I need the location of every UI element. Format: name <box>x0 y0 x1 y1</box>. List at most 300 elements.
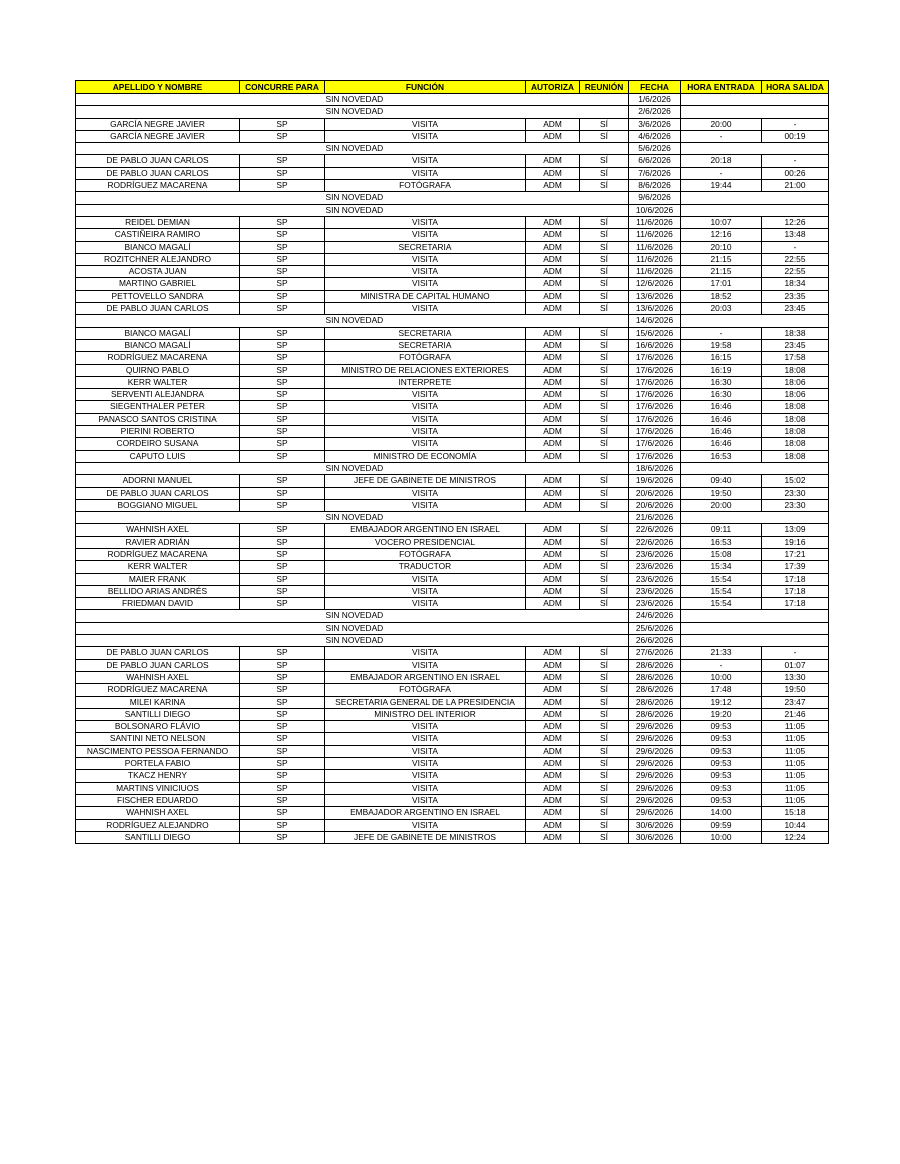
fecha-cell: 17/6/2026 <box>629 426 681 438</box>
hora-entrada-cell: 16:46 <box>681 438 762 450</box>
col-header-hora-salida: HORA SALIDA <box>762 81 829 94</box>
hora-entrada-cell: 15:08 <box>681 548 762 560</box>
hora-salida-cell: 00:26 <box>762 167 829 179</box>
reunion-cell: SÍ <box>580 758 629 770</box>
funcion-cell: VISITA <box>325 389 526 401</box>
blank-cell <box>76 106 325 118</box>
autoriza-cell: ADM <box>526 216 580 228</box>
autoriza-cell: ADM <box>526 721 580 733</box>
funcion-cell: VISITA <box>325 733 526 745</box>
autoriza-cell: ADM <box>526 487 580 499</box>
hora-salida-cell: 18:08 <box>762 401 829 413</box>
reunion-cell: SÍ <box>580 684 629 696</box>
concurre-cell: SP <box>240 155 325 167</box>
name-cell: WAHNISH AXEL <box>76 671 240 683</box>
hora-salida-cell: 10:44 <box>762 819 829 831</box>
autoriza-cell: ADM <box>526 278 580 290</box>
autoriza-cell: ADM <box>526 659 580 671</box>
reunion-cell: SÍ <box>580 770 629 782</box>
novedad-cell: SIN NOVEDAD <box>325 143 629 155</box>
visitor-log-sheet <box>75 80 829 844</box>
fecha-cell: 17/6/2026 <box>629 389 681 401</box>
funcion-cell: JEFE DE GABINETE DE MINISTROS <box>325 475 526 487</box>
table-row <box>76 241 829 253</box>
autoriza-cell: ADM <box>526 548 580 560</box>
name-cell: REIDEL DEMIAN <box>76 216 240 228</box>
hora-entrada-cell: - <box>681 659 762 671</box>
concurre-cell: SP <box>240 524 325 536</box>
table-row <box>76 819 829 831</box>
hora-entrada-cell: 09:53 <box>681 770 762 782</box>
hora-salida-cell: 18:06 <box>762 376 829 388</box>
autoriza-cell: ADM <box>526 671 580 683</box>
funcion-cell: VISITA <box>325 745 526 757</box>
hora-entrada-cell: 09:53 <box>681 745 762 757</box>
funcion-cell: EMBAJADOR ARGENTINO EN ISRAEL <box>325 807 526 819</box>
reunion-cell: SÍ <box>580 118 629 130</box>
fecha-cell: 29/6/2026 <box>629 794 681 806</box>
name-cell: GARCÍA NEGRE JAVIER <box>76 118 240 130</box>
novedad-cell: SIN NOVEDAD <box>325 192 629 204</box>
name-cell: MARTINS VINICIUOS <box>76 782 240 794</box>
name-cell: RODRÍGUEZ MACARENA <box>76 352 240 364</box>
funcion-cell: VISITA <box>325 266 526 278</box>
reunion-cell: SÍ <box>580 598 629 610</box>
table-row <box>76 696 829 708</box>
funcion-cell: MINISTRO DE RELACIONES EXTERIORES <box>325 364 526 376</box>
funcion-cell: VISITA <box>325 794 526 806</box>
table-row <box>76 401 829 413</box>
hora-salida-cell: 19:16 <box>762 536 829 548</box>
concurre-cell: SP <box>240 585 325 597</box>
hora-entrada-cell: 09:40 <box>681 475 762 487</box>
name-cell: CAPUTO LUIS <box>76 450 240 462</box>
hora-entrada-cell: 10:00 <box>681 671 762 683</box>
hora-salida-cell: 12:24 <box>762 831 829 843</box>
hora-entrada-cell: 19:20 <box>681 708 762 720</box>
reunion-cell: SÍ <box>580 733 629 745</box>
hora-entrada-cell: - <box>681 130 762 142</box>
autoriza-cell: ADM <box>526 389 580 401</box>
blank-cell <box>681 143 829 155</box>
hora-entrada-cell: 19:50 <box>681 487 762 499</box>
funcion-cell: VISITA <box>325 229 526 241</box>
autoriza-cell: ADM <box>526 696 580 708</box>
reunion-cell: SÍ <box>580 573 629 585</box>
fecha-cell: 23/6/2026 <box>629 573 681 585</box>
name-cell: DE PABLO JUAN CARLOS <box>76 167 240 179</box>
hora-entrada-cell: - <box>681 167 762 179</box>
novedad-cell: SIN NOVEDAD <box>325 622 629 634</box>
name-cell: PORTELA FABIO <box>76 758 240 770</box>
blank-cell <box>681 622 829 634</box>
table-row <box>76 659 829 671</box>
autoriza-cell: ADM <box>526 499 580 511</box>
novedad-cell: SIN NOVEDAD <box>325 315 629 327</box>
funcion-cell: FOTÓGRAFA <box>325 684 526 696</box>
hora-salida-cell: - <box>762 118 829 130</box>
funcion-cell: VISITA <box>325 130 526 142</box>
hora-salida-cell: 17:58 <box>762 352 829 364</box>
name-cell: QUIRNO PABLO <box>76 364 240 376</box>
table-row <box>76 499 829 511</box>
hora-entrada-cell: 15:54 <box>681 585 762 597</box>
hora-salida-cell: 11:05 <box>762 782 829 794</box>
blank-cell <box>76 315 325 327</box>
concurre-cell: SP <box>240 352 325 364</box>
col-header-funcion: FUNCIÓN <box>325 81 526 94</box>
funcion-cell: VISITA <box>325 216 526 228</box>
name-cell: PETTOVELLO SANDRA <box>76 290 240 302</box>
concurre-cell: SP <box>240 216 325 228</box>
autoriza-cell: ADM <box>526 180 580 192</box>
reunion-cell: SÍ <box>580 376 629 388</box>
reunion-cell: SÍ <box>580 229 629 241</box>
reunion-cell: SÍ <box>580 536 629 548</box>
concurre-cell: SP <box>240 376 325 388</box>
table-row <box>76 167 829 179</box>
concurre-cell: SP <box>240 598 325 610</box>
table-row <box>76 216 829 228</box>
hora-entrada-cell: 09:53 <box>681 782 762 794</box>
fecha-cell: 24/6/2026 <box>629 610 681 622</box>
funcion-cell: VISITA <box>325 573 526 585</box>
sin-novedad-row <box>76 315 829 327</box>
reunion-cell: SÍ <box>580 130 629 142</box>
hora-salida-cell: 23:30 <box>762 499 829 511</box>
name-cell: FRIEDMAN DAVID <box>76 598 240 610</box>
autoriza-cell: ADM <box>526 118 580 130</box>
fecha-cell: 28/6/2026 <box>629 671 681 683</box>
table-row <box>76 708 829 720</box>
reunion-cell: SÍ <box>580 721 629 733</box>
hora-salida-cell: 15:18 <box>762 807 829 819</box>
col-header-autoriza: AUTORIZA <box>526 81 580 94</box>
funcion-cell: VISITA <box>325 499 526 511</box>
name-cell: SANTILLI DIEGO <box>76 708 240 720</box>
sin-novedad-row <box>76 610 829 622</box>
autoriza-cell: ADM <box>526 585 580 597</box>
hora-entrada-cell: 20:00 <box>681 499 762 511</box>
table-row <box>76 573 829 585</box>
autoriza-cell: ADM <box>526 376 580 388</box>
concurre-cell: SP <box>240 450 325 462</box>
fecha-cell: 21/6/2026 <box>629 512 681 524</box>
name-cell: BIANCO MAGALÍ <box>76 241 240 253</box>
reunion-cell: SÍ <box>580 253 629 265</box>
fecha-cell: 28/6/2026 <box>629 696 681 708</box>
reunion-cell: SÍ <box>580 364 629 376</box>
fecha-cell: 11/6/2026 <box>629 229 681 241</box>
table-row <box>76 745 829 757</box>
concurre-cell: SP <box>240 278 325 290</box>
hora-salida-cell: 18:34 <box>762 278 829 290</box>
hora-entrada-cell: 16:19 <box>681 364 762 376</box>
novedad-cell: SIN NOVEDAD <box>325 635 629 647</box>
hora-entrada-cell: 21:15 <box>681 266 762 278</box>
autoriza-cell: ADM <box>526 401 580 413</box>
blank-cell <box>681 192 829 204</box>
blank-cell <box>681 512 829 524</box>
autoriza-cell: ADM <box>526 647 580 659</box>
reunion-cell: SÍ <box>580 389 629 401</box>
col-header-fecha: FECHA <box>629 81 681 94</box>
funcion-cell: SECRETARIA <box>325 327 526 339</box>
fecha-cell: 4/6/2026 <box>629 130 681 142</box>
autoriza-cell: ADM <box>526 807 580 819</box>
hora-salida-cell: 21:46 <box>762 708 829 720</box>
novedad-cell: SIN NOVEDAD <box>325 106 629 118</box>
concurre-cell: SP <box>240 659 325 671</box>
hora-entrada-cell: 10:00 <box>681 831 762 843</box>
col-header-reunion: REUNIÓN <box>580 81 629 94</box>
hora-salida-cell: - <box>762 241 829 253</box>
autoriza-cell: ADM <box>526 266 580 278</box>
funcion-cell: VISITA <box>325 438 526 450</box>
reunion-cell: SÍ <box>580 266 629 278</box>
blank-cell <box>76 622 325 634</box>
concurre-cell: SP <box>240 548 325 560</box>
funcion-cell: VISITA <box>325 401 526 413</box>
fecha-cell: 10/6/2026 <box>629 204 681 216</box>
autoriza-cell: ADM <box>526 536 580 548</box>
reunion-cell: SÍ <box>580 339 629 351</box>
table-row <box>76 413 829 425</box>
novedad-cell: SIN NOVEDAD <box>325 512 629 524</box>
hora-salida-cell: 01:07 <box>762 659 829 671</box>
funcion-cell: VISITA <box>325 253 526 265</box>
autoriza-cell: ADM <box>526 831 580 843</box>
concurre-cell: SP <box>240 733 325 745</box>
fecha-cell: 17/6/2026 <box>629 450 681 462</box>
fecha-cell: 29/6/2026 <box>629 721 681 733</box>
table-row <box>76 561 829 573</box>
hora-salida-cell: 18:08 <box>762 438 829 450</box>
concurre-cell: SP <box>240 130 325 142</box>
concurre-cell: SP <box>240 438 325 450</box>
table-row <box>76 155 829 167</box>
table-row <box>76 831 829 843</box>
reunion-cell: SÍ <box>580 499 629 511</box>
concurre-cell: SP <box>240 770 325 782</box>
novedad-cell: SIN NOVEDAD <box>325 462 629 474</box>
name-cell: ADORNI MANUEL <box>76 475 240 487</box>
name-cell: SERVENTI ALEJANDRA <box>76 389 240 401</box>
name-cell: DE PABLO JUAN CARLOS <box>76 303 240 315</box>
autoriza-cell: ADM <box>526 745 580 757</box>
reunion-cell: SÍ <box>580 303 629 315</box>
table-row <box>76 364 829 376</box>
name-cell: CASTIÑEIRA RAMIRO <box>76 229 240 241</box>
concurre-cell: SP <box>240 819 325 831</box>
hora-entrada-cell: 15:54 <box>681 573 762 585</box>
hora-entrada-cell: 19:12 <box>681 696 762 708</box>
table-row <box>76 389 829 401</box>
hora-salida-cell: 19:50 <box>762 684 829 696</box>
table-row <box>76 303 829 315</box>
table-row <box>76 180 829 192</box>
fecha-cell: 3/6/2026 <box>629 118 681 130</box>
autoriza-cell: ADM <box>526 413 580 425</box>
funcion-cell: VISITA <box>325 155 526 167</box>
table-row <box>76 450 829 462</box>
table-row <box>76 585 829 597</box>
hora-salida-cell: 17:18 <box>762 573 829 585</box>
hora-salida-cell: 13:48 <box>762 229 829 241</box>
funcion-cell: VISITA <box>325 303 526 315</box>
name-cell: ACOSTA JUAN <box>76 266 240 278</box>
fecha-cell: 11/6/2026 <box>629 241 681 253</box>
reunion-cell: SÍ <box>580 671 629 683</box>
table-row <box>76 339 829 351</box>
hora-salida-cell: 17:18 <box>762 585 829 597</box>
hora-salida-cell: 23:45 <box>762 339 829 351</box>
fecha-cell: 29/6/2026 <box>629 770 681 782</box>
table-row <box>76 807 829 819</box>
reunion-cell: SÍ <box>580 548 629 560</box>
reunion-cell: SÍ <box>580 413 629 425</box>
fecha-cell: 30/6/2026 <box>629 831 681 843</box>
blank-cell <box>681 610 829 622</box>
hora-entrada-cell: 21:15 <box>681 253 762 265</box>
autoriza-cell: ADM <box>526 253 580 265</box>
blank-cell <box>76 610 325 622</box>
hora-salida-cell: 22:55 <box>762 253 829 265</box>
autoriza-cell: ADM <box>526 426 580 438</box>
hora-salida-cell: 11:05 <box>762 770 829 782</box>
table-row <box>76 536 829 548</box>
fecha-cell: 19/6/2026 <box>629 475 681 487</box>
name-cell: ROZITCHNER ALEJANDRO <box>76 253 240 265</box>
table-row <box>76 733 829 745</box>
hora-entrada-cell: 19:58 <box>681 339 762 351</box>
table-row <box>76 721 829 733</box>
hora-entrada-cell: 17:01 <box>681 278 762 290</box>
funcion-cell: VISITA <box>325 721 526 733</box>
blank-cell <box>76 462 325 474</box>
autoriza-cell: ADM <box>526 438 580 450</box>
autoriza-cell: ADM <box>526 524 580 536</box>
name-cell: BOGGIANO MIGUEL <box>76 499 240 511</box>
reunion-cell: SÍ <box>580 216 629 228</box>
table-header-row <box>76 81 829 94</box>
fecha-cell: 25/6/2026 <box>629 622 681 634</box>
autoriza-cell: ADM <box>526 561 580 573</box>
concurre-cell: SP <box>240 696 325 708</box>
name-cell: DE PABLO JUAN CARLOS <box>76 155 240 167</box>
table-row <box>76 598 829 610</box>
autoriza-cell: ADM <box>526 290 580 302</box>
table-row <box>76 438 829 450</box>
concurre-cell: SP <box>240 180 325 192</box>
hora-salida-cell: - <box>762 155 829 167</box>
fecha-cell: 23/6/2026 <box>629 598 681 610</box>
funcion-cell: VISITA <box>325 585 526 597</box>
table-row <box>76 487 829 499</box>
funcion-cell: VISITA <box>325 118 526 130</box>
hora-entrada-cell: 09:53 <box>681 733 762 745</box>
name-cell: WAHNISH AXEL <box>76 807 240 819</box>
concurre-cell: SP <box>240 684 325 696</box>
funcion-cell: VISITA <box>325 426 526 438</box>
reunion-cell: SÍ <box>580 352 629 364</box>
hora-salida-cell: 18:08 <box>762 413 829 425</box>
funcion-cell: SECRETARIA <box>325 241 526 253</box>
fecha-cell: 2/6/2026 <box>629 106 681 118</box>
name-cell: MILEI KARINA <box>76 696 240 708</box>
name-cell: RODRÍGUEZ MACARENA <box>76 684 240 696</box>
reunion-cell: SÍ <box>580 782 629 794</box>
autoriza-cell: ADM <box>526 450 580 462</box>
fecha-cell: 11/6/2026 <box>629 253 681 265</box>
hora-entrada-cell: 20:10 <box>681 241 762 253</box>
hora-salida-cell: 18:08 <box>762 450 829 462</box>
autoriza-cell: ADM <box>526 794 580 806</box>
hora-entrada-cell: 14:00 <box>681 807 762 819</box>
fecha-cell: 11/6/2026 <box>629 266 681 278</box>
fecha-cell: 13/6/2026 <box>629 303 681 315</box>
table-row <box>76 290 829 302</box>
table-row <box>76 524 829 536</box>
fecha-cell: 17/6/2026 <box>629 352 681 364</box>
hora-salida-cell: 17:21 <box>762 548 829 560</box>
table-row <box>76 327 829 339</box>
hora-salida-cell: 11:05 <box>762 745 829 757</box>
hora-entrada-cell: 16:53 <box>681 536 762 548</box>
hora-entrada-cell: 21:33 <box>681 647 762 659</box>
concurre-cell: SP <box>240 561 325 573</box>
funcion-cell: MINISTRO DE ECONOMÍA <box>325 450 526 462</box>
hora-salida-cell: 18:08 <box>762 426 829 438</box>
hora-entrada-cell: 15:34 <box>681 561 762 573</box>
concurre-cell: SP <box>240 253 325 265</box>
novedad-cell: SIN NOVEDAD <box>325 94 629 106</box>
novedad-cell: SIN NOVEDAD <box>325 204 629 216</box>
reunion-cell: SÍ <box>580 438 629 450</box>
concurre-cell: SP <box>240 339 325 351</box>
reunion-cell: SÍ <box>580 708 629 720</box>
autoriza-cell: ADM <box>526 229 580 241</box>
name-cell: DE PABLO JUAN CARLOS <box>76 659 240 671</box>
funcion-cell: EMBAJADOR ARGENTINO EN ISRAEL <box>325 671 526 683</box>
table-row <box>76 118 829 130</box>
fecha-cell: 17/6/2026 <box>629 413 681 425</box>
table-row <box>76 376 829 388</box>
table-row <box>76 794 829 806</box>
reunion-cell: SÍ <box>580 278 629 290</box>
concurre-cell: SP <box>240 536 325 548</box>
hora-salida-cell: 21:00 <box>762 180 829 192</box>
concurre-cell: SP <box>240 364 325 376</box>
concurre-cell: SP <box>240 487 325 499</box>
funcion-cell: SECRETARIA <box>325 339 526 351</box>
hora-salida-cell: 13:30 <box>762 671 829 683</box>
blank-cell <box>681 94 829 106</box>
hora-entrada-cell: 19:44 <box>681 180 762 192</box>
hora-salida-cell: 11:05 <box>762 721 829 733</box>
funcion-cell: MINISTRO DEL INTERIOR <box>325 708 526 720</box>
autoriza-cell: ADM <box>526 167 580 179</box>
autoriza-cell: ADM <box>526 475 580 487</box>
name-cell: PANASCO SANTOS CRISTINA <box>76 413 240 425</box>
hora-entrada-cell: 16:53 <box>681 450 762 462</box>
funcion-cell: VISITA <box>325 487 526 499</box>
sin-novedad-row <box>76 635 829 647</box>
fecha-cell: 29/6/2026 <box>629 758 681 770</box>
fecha-cell: 23/6/2026 <box>629 561 681 573</box>
table-row <box>76 130 829 142</box>
reunion-cell: SÍ <box>580 475 629 487</box>
